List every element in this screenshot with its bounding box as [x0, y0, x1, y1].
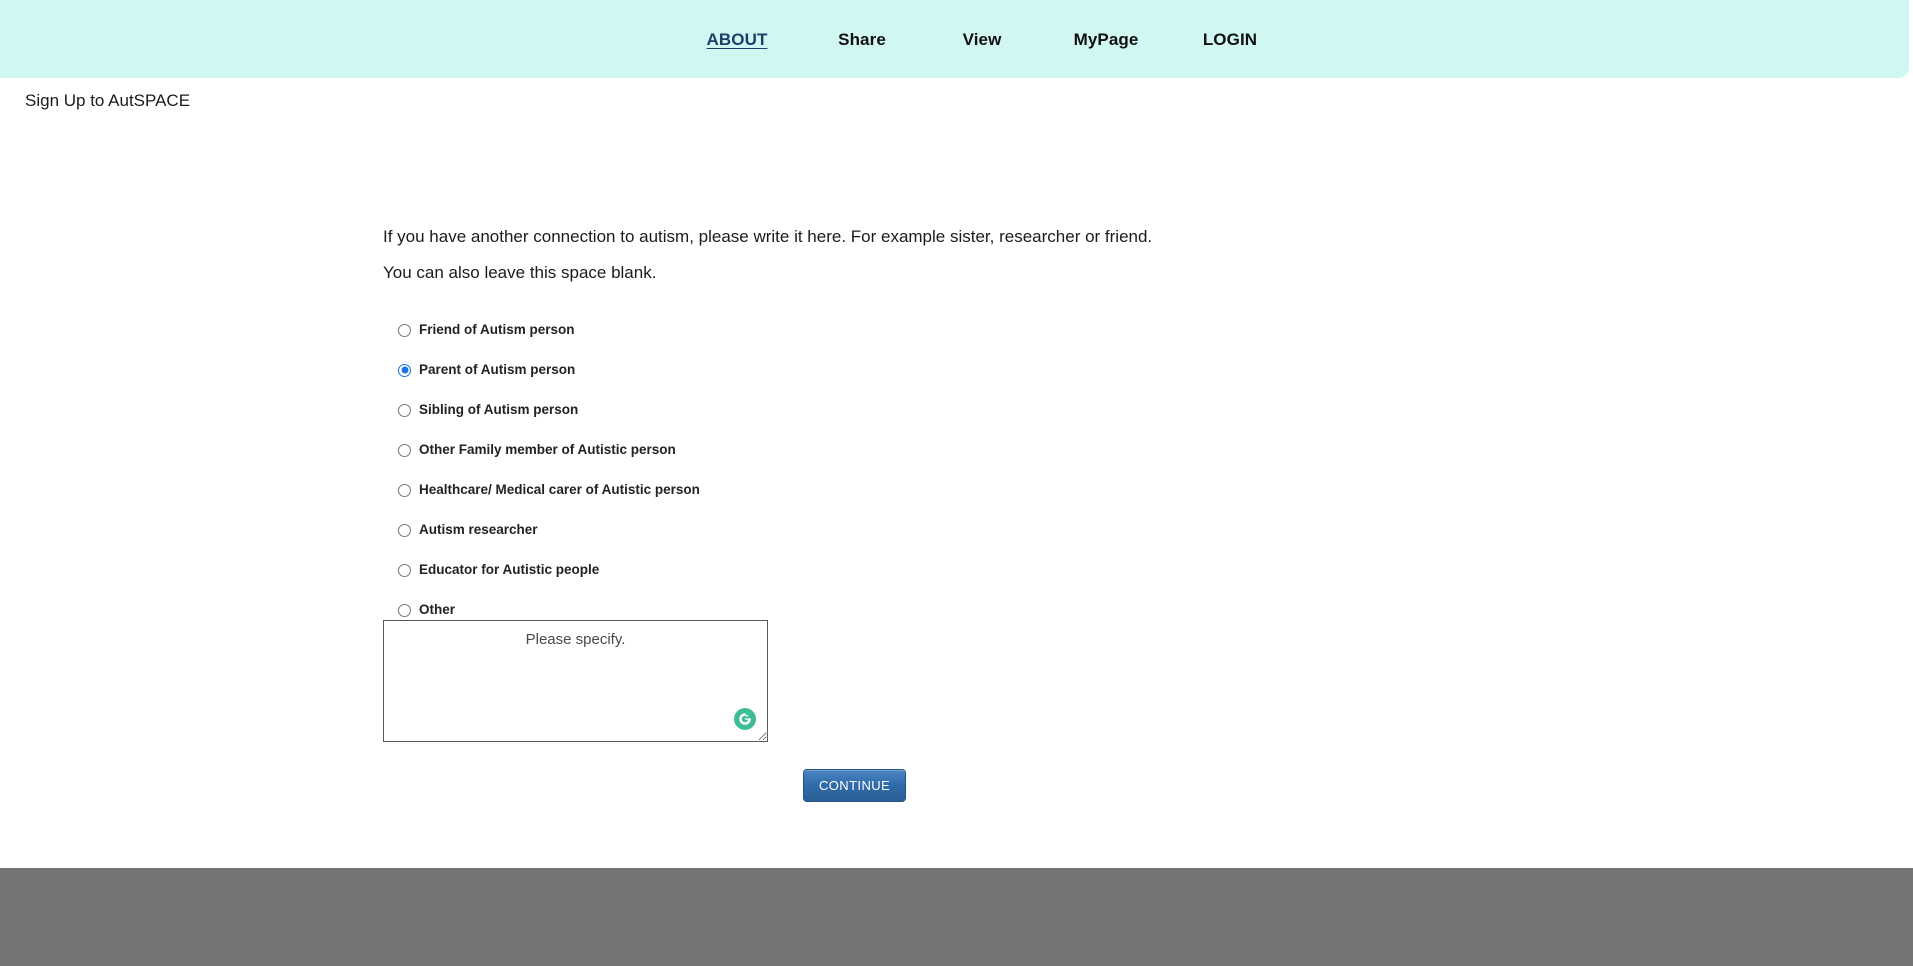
- nav-slot-share: [802, 31, 922, 48]
- radio-sibling-of-autism-person[interactable]: [398, 404, 411, 417]
- nav-slot-login: [1170, 31, 1290, 48]
- nav-item-about[interactable]: ABOUT: [706, 29, 768, 49]
- radio-other[interactable]: [398, 604, 411, 617]
- connection-options-list: [383, 310, 700, 630]
- option-label-sibling-of-autism-person[interactable]: Sibling of Autism person: [419, 402, 579, 418]
- specify-textarea-wrapper: [383, 620, 768, 742]
- option-autism-researcher[interactable]: [383, 510, 700, 550]
- option-educator-for-autistic-people[interactable]: [383, 550, 700, 590]
- nav-slot-about: [672, 31, 802, 48]
- nav-item-login[interactable]: LOGIN: [1202, 29, 1258, 49]
- radio-parent-of-autism-person[interactable]: [398, 364, 411, 377]
- option-label-autism-researcher[interactable]: Autism researcher: [419, 522, 538, 538]
- radio-friend-of-autism-person[interactable]: [398, 324, 411, 337]
- option-healthcare-medical-carer[interactable]: [383, 470, 700, 510]
- option-parent-of-autism-person[interactable]: [383, 350, 700, 390]
- option-sibling-of-autism-person[interactable]: [383, 390, 700, 430]
- specify-textarea[interactable]: [383, 620, 768, 742]
- nav-item-list: [672, 31, 1290, 48]
- nav-item-mypage[interactable]: MyPage: [1073, 29, 1139, 49]
- option-label-healthcare-medical-carer[interactable]: Healthcare/ Medical carer of Autistic person: [419, 482, 700, 498]
- radio-autism-researcher[interactable]: [398, 524, 411, 537]
- option-friend-of-autism-person[interactable]: [383, 310, 700, 350]
- page-footer: [0, 868, 1913, 966]
- radio-other-family-member[interactable]: [398, 444, 411, 457]
- nav-item-share[interactable]: Share: [838, 29, 886, 49]
- option-label-other-family-member[interactable]: Other Family member of Autistic person: [419, 442, 676, 458]
- option-label-other[interactable]: Other: [419, 602, 456, 618]
- nav-slot-view: [922, 31, 1042, 48]
- option-label-friend-of-autism-person[interactable]: Friend of Autism person: [419, 322, 575, 338]
- question-text-line-2: You can also leave this space blank.: [383, 263, 657, 282]
- page-title: Sign Up to AutSPACE: [25, 91, 191, 110]
- option-label-educator-for-autistic-people[interactable]: Educator for Autistic people: [419, 562, 600, 578]
- continue-button-wrapper: [803, 769, 906, 802]
- continue-button[interactable]: CONTINUE: [803, 769, 906, 802]
- question-text-line-1: If you have another connection to autism, please write it here. For example sister, researcher or friend.: [383, 227, 1153, 246]
- nav-slot-mypage: [1042, 31, 1170, 48]
- grammarly-icon[interactable]: [734, 708, 756, 730]
- radio-educator-for-autistic-people[interactable]: [398, 564, 411, 577]
- nav-item-view[interactable]: View: [962, 29, 1002, 49]
- option-other-family-member[interactable]: [383, 430, 700, 470]
- option-label-parent-of-autism-person[interactable]: Parent of Autism person: [419, 362, 576, 378]
- radio-healthcare-medical-carer[interactable]: [398, 484, 411, 497]
- signup-form: [383, 227, 1483, 793]
- top-navigation-bar: [0, 0, 1909, 78]
